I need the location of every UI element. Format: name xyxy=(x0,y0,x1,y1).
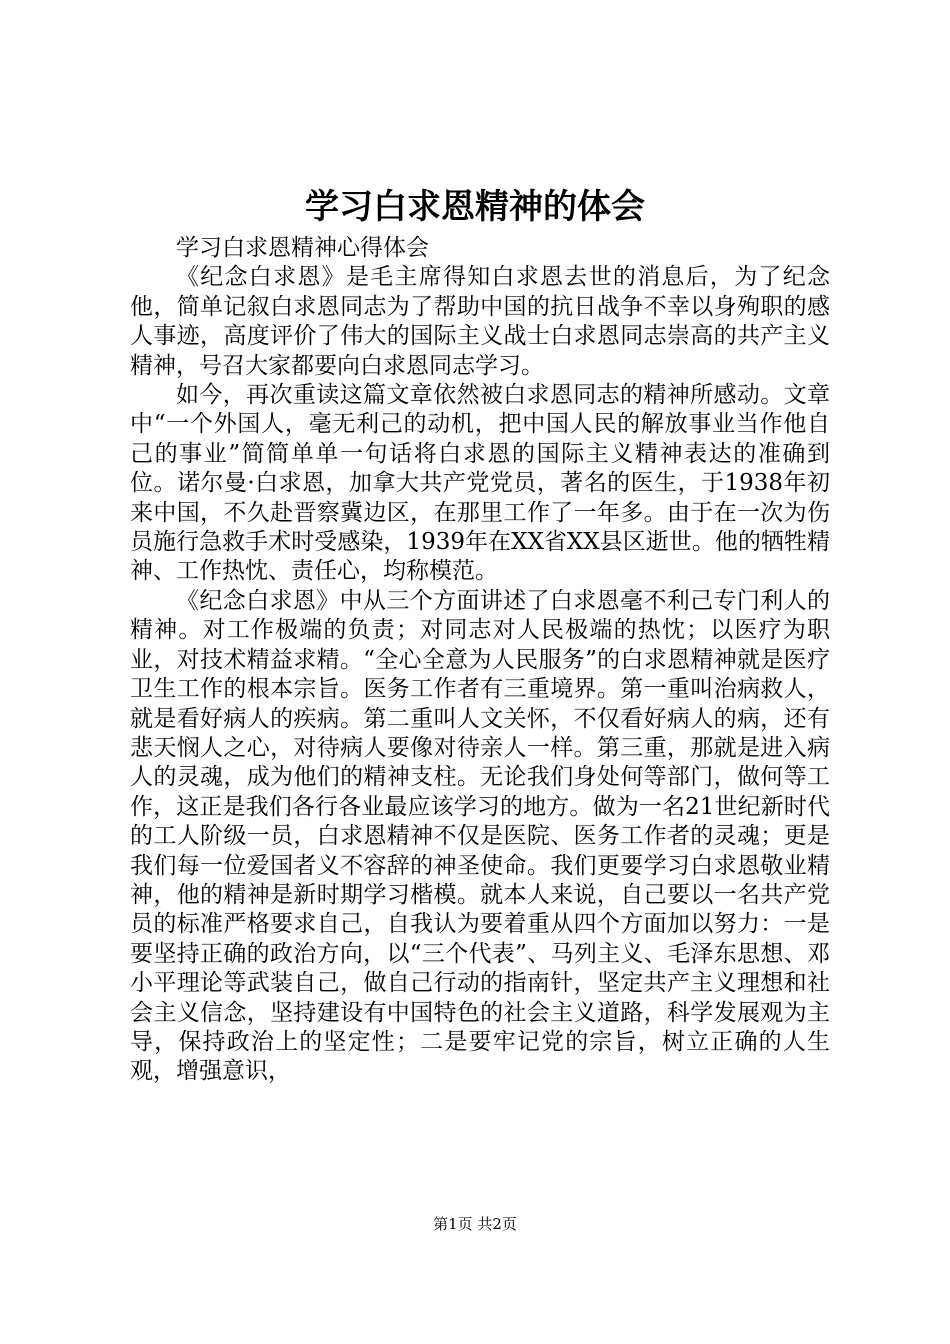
page-number-footer: 第1页 共2页 xyxy=(433,1215,517,1233)
paragraph: 《纪念白求恩》是毛主席得知白求恩去世的消息后，为了纪念他，简单记叙白求恩同志为了帮助中国的抗日战争不幸以身殉职的感人事迹，高度评价了伟大的国际主义战士白求恩同志崇高的共产主义精神，号召大家都要向白求恩同志学习。 xyxy=(130,264,830,379)
document-body xyxy=(130,234,830,1087)
paragraph: 《纪念白求恩》中从三个方面讲述了白求恩毫不利己专门利人的精神。对工作极端的负责；对同志对人民极端的热忱；以医疗为职业，对技术精益求精。“全心全意为人民服务”的白求恩精神就是医疗卫生工作的根本宗旨。医务工作者有三重境界。第一重叫治病救人，就是看好病人的疾病。第二重叫人文关怀，不仅看好病人的病，还有悲天悯人之心，对待病人要像对待亲人一样。第三重，那就是进入病人的灵魂，成为他们的精神支柱。无论我们身处何等部门，做何等工作，这正是我们各行各业最应该学习的地方。做为一名21世纪新时代的工人阶级一员，白求恩精神不仅是医院、医务工作者的灵魂；更是我们每一位爱国者义不容辞的神圣使命。我们更要学习白求恩敬业精神，他的精神是新时期学习楷模。就本人来说，自己要以一名共产党员的标准严格要求自己，自我认为要着重从四个方面加以努力：一是要坚持正确的政治方向，以“三个代表”、马列主义、毛泽东思想、邓小平理论等武装自己，做自己行动的指南针，坚定共产主义理想和社会主义信念，坚持建设有中国特色的社会主义道路，科学发展观为主导，保持政治上的坚定性；二是要牢记党的宗旨，树立正确的人生观，增强意识， xyxy=(130,587,830,1085)
paragraph-subtitle: 学习白求恩精神心得体会 xyxy=(176,235,429,261)
page-title: 学习白求恩精神的体会 xyxy=(305,187,645,227)
paragraph: 如今，再次重读这篇文章依然被白求恩同志的精神所感动。文章中“一个外国人，毫无利己的动机，把中国人民的解放事业当作他自己的事业”简简单单一句话将白求恩的国际主义精神表达的准确到位。诺尔曼·白求恩，加拿大共产党党员，著名的医生，于1938年初来中国，不久赴晋察冀边区，在那里工作了一年多。由于在一次为伤员施行急救手术时受感染，1939年在XX省XX县区逝世。他的牺牲精神、工作热忱、责任心，均称模范。 xyxy=(130,382,830,585)
